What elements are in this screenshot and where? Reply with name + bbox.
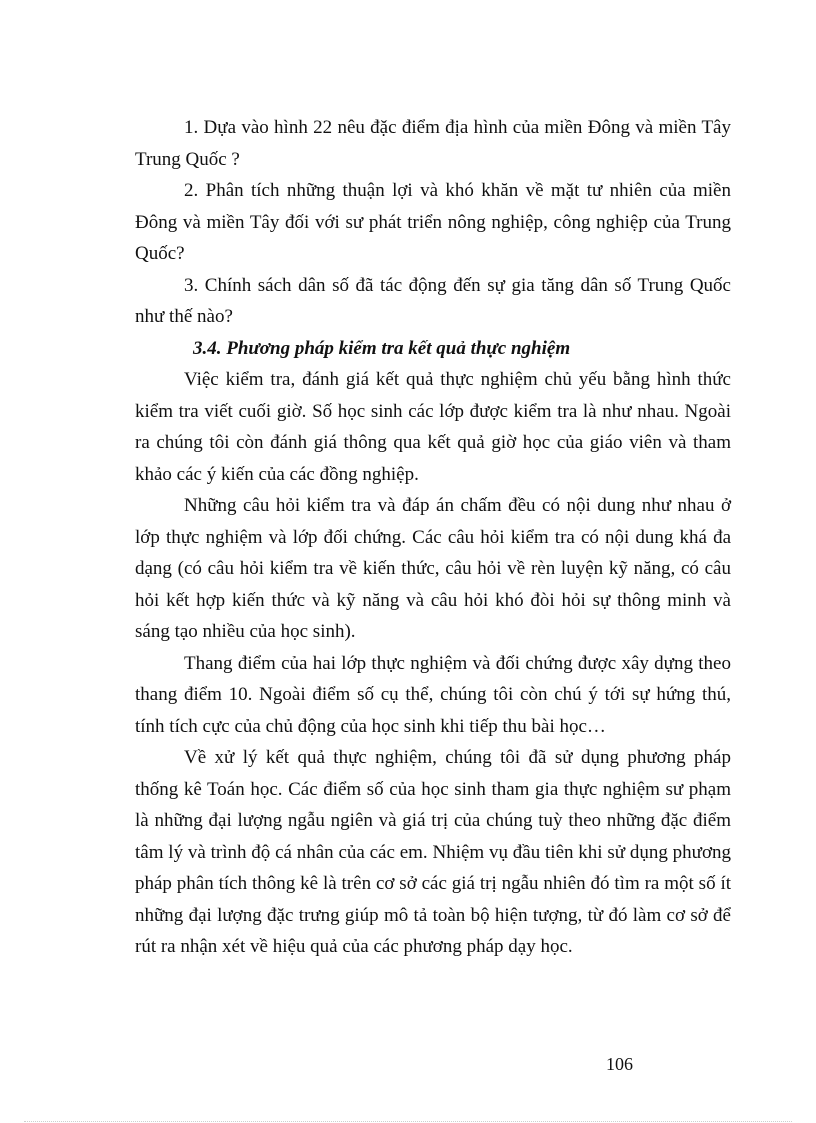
paragraph-test-questions: Những câu hỏi kiểm tra và đáp án chấm đều có nội dung như nhau ở lớp thực nghiệm và lớp đối chứng. Các câu hỏi kiểm tra có nội dung khá đa dạng (có câu hỏi kiểm tra về kiến thức, câu hỏi về rèn luyện kỹ năng, có câu hỏi kết hợp kiến thức và kỹ năng và câu hỏi khó đòi hỏi sự thông minh và sáng tạo nhiều của học sinh). <box>135 495 731 642</box>
question-3: 3. Chính sách dân số đã tác động đến sự gia tăng dân số Trung Quốc như thế nào? <box>135 274 731 327</box>
page-number: 106 <box>606 1054 633 1074</box>
paragraph-grading-scale: Thang điểm của hai lớp thực nghiệm và đối chứng được xây dựng theo thang điểm 10. Ngoài điểm số cụ thể, chúng tôi còn chú ý tới sự hứng thú, tính tích cực của chủ động của học sinh khi tiếp thu bài học… <box>135 652 731 737</box>
page-bottom-divider <box>24 1121 792 1122</box>
section-heading: 3.4. Phương pháp kiểm tra kết quả thực nghiệm <box>193 337 571 359</box>
question-2: 2. Phân tích những thuận lợi và khó khăn về mặt tư nhiên của miền Đông và miền Tây đối với sư phát triển nông nghiệp, công nghiệp của Trung Quốc? <box>135 180 731 264</box>
body-text <box>135 112 731 963</box>
paragraph-testing-method: Việc kiểm tra, đánh giá kết quả thực nghiệm chủ yếu bằng hình thức kiểm tra viết cuối giờ. Số học sinh các lớp được kiểm tra là như nhau. Ngoài ra chúng tôi còn đánh giá thông qua kết quả giờ học của giáo viên và tham khảo các ý kiến của các đồng nghiệp. <box>135 369 731 485</box>
question-1: 1. Dựa vào hình 22 nêu đặc điểm địa hình của miền Đông và miền Tây Trung Quốc ? <box>135 117 731 170</box>
paragraph-statistics: Về xử lý kết quả thực nghiệm, chúng tôi đã sử dụng phương pháp thống kê Toán học. Các điểm số của học sinh tham gia thực nghiệm sư phạm là những đại lượng ngẫu ngiên và giá trị của chúng tuỳ theo những đặc điểm tâm lý và trình độ cá nhân của các em. Nhiệm vụ đầu tiên khi sử dụng phương pháp phân tích thông kê là trên cơ sở các giá trị ngẫu nhiên đó tìm ra một số ít những đại lượng đặc trưng giúp mô tả toàn bộ hiện tượng, từ đó làm cơ sở để rút ra nhận xét về hiệu quả của các phương pháp dạy học. <box>135 747 731 957</box>
